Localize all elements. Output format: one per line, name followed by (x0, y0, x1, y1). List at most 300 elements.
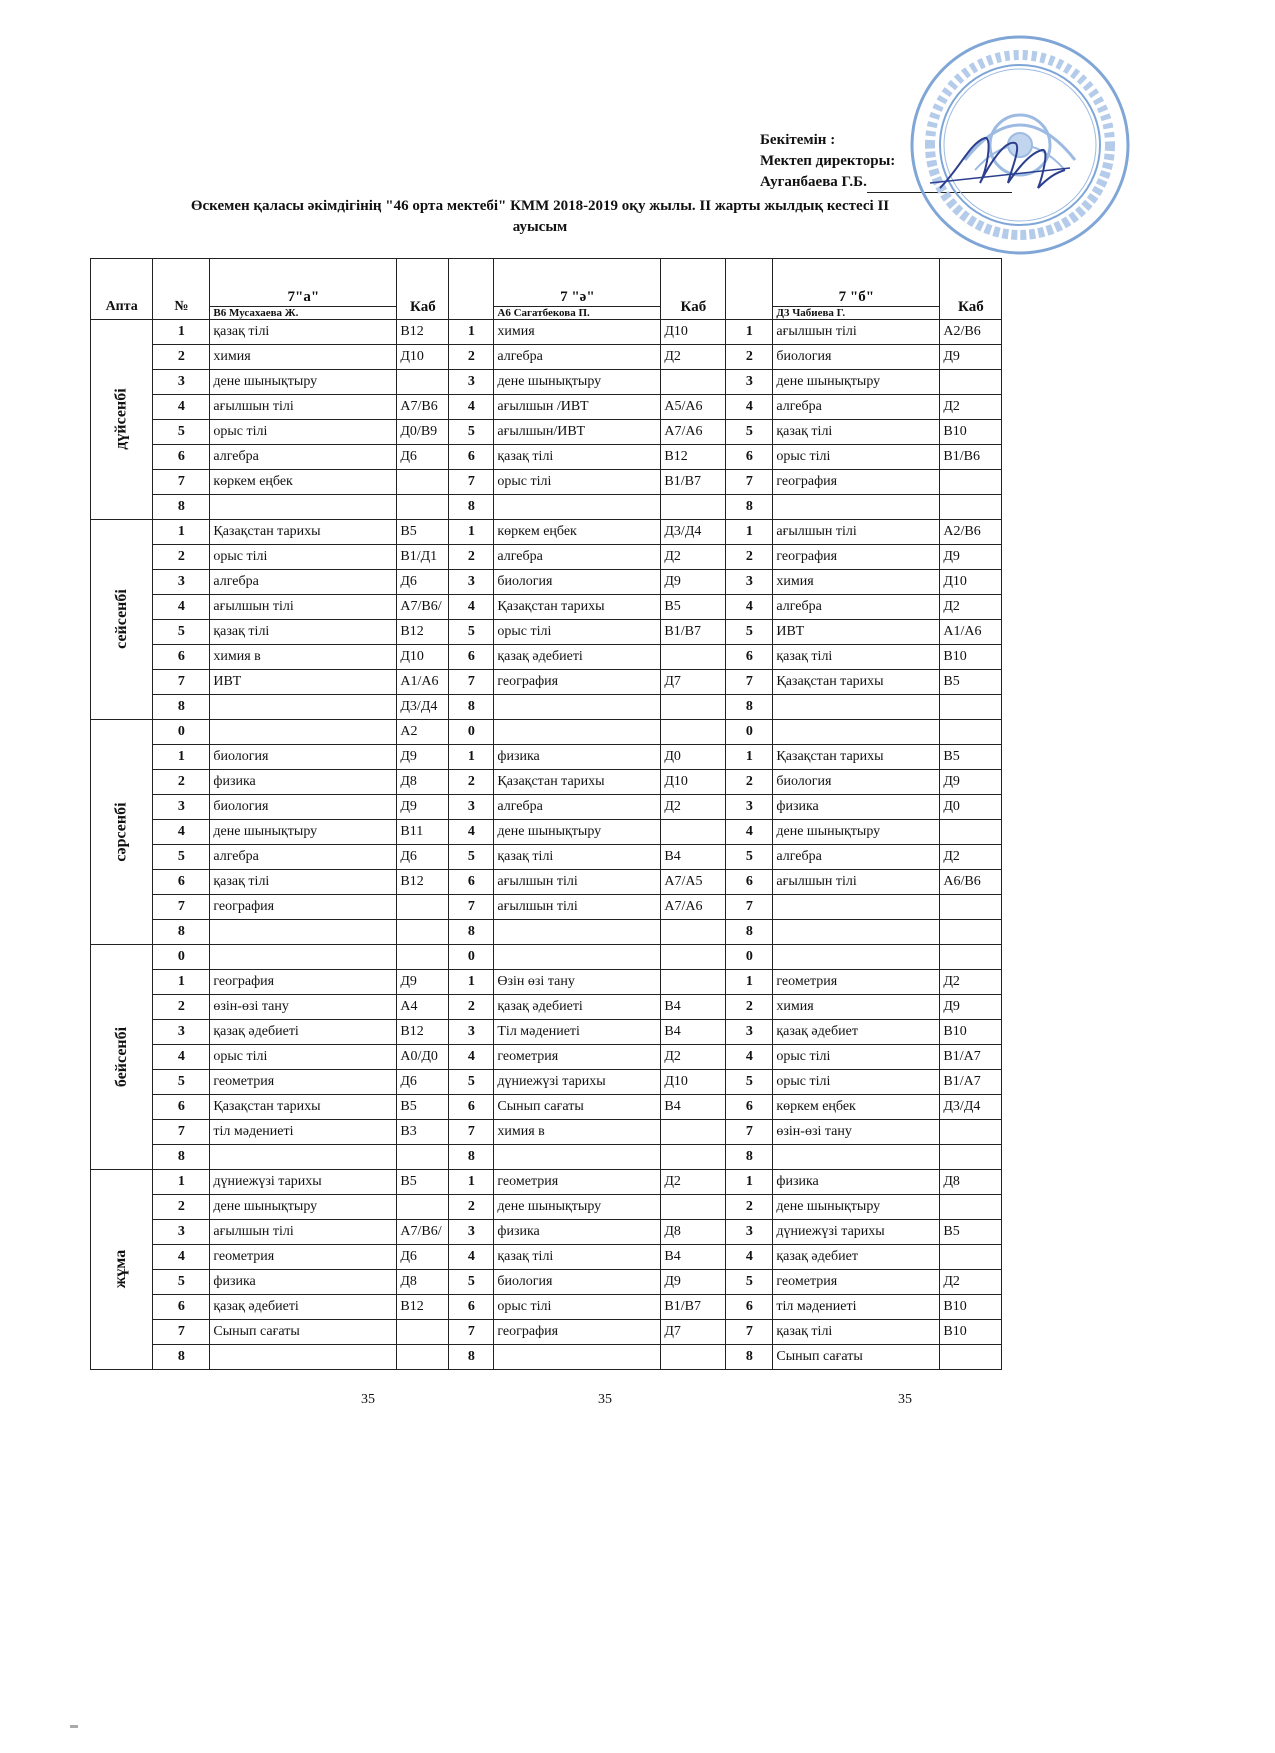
room-e: Д2 (661, 795, 726, 820)
lesson-num-a: 2 (153, 995, 210, 1020)
room-e (661, 1120, 726, 1145)
lesson-num-a: 6 (153, 1295, 210, 1320)
subject-a (210, 1145, 397, 1170)
table-row (91, 395, 1002, 420)
weekday-label: сейсенбі (112, 589, 130, 649)
schedule-table (90, 258, 1002, 1370)
lesson-num-e: 3 (449, 1020, 494, 1045)
subject-e (494, 720, 661, 745)
room-e: В4 (661, 845, 726, 870)
subject-b: ағылшын тілі (773, 520, 940, 545)
room-b: Д8 (940, 1170, 1002, 1195)
header-num: № (153, 259, 210, 320)
lesson-num-b: 2 (726, 1195, 773, 1220)
lesson-num-e: 5 (449, 420, 494, 445)
table-row (91, 570, 1002, 595)
weekday-label: сәрсенбі (112, 801, 130, 862)
lesson-num-e: 3 (449, 1220, 494, 1245)
room-e: Д2 (661, 1170, 726, 1195)
subject-b: қазақ тілі (773, 420, 940, 445)
room-b: В1/А7 (940, 1070, 1002, 1095)
table-row (91, 645, 1002, 670)
header-class-a (210, 259, 397, 320)
room-a: Д9 (397, 970, 449, 995)
room-a: В1/Д1 (397, 545, 449, 570)
subject-b: химия (773, 570, 940, 595)
lesson-num-a: 2 (153, 345, 210, 370)
lesson-num-b: 7 (726, 670, 773, 695)
subject-a: Қазақстан тарихы (210, 1095, 397, 1120)
room-e: Д9 (661, 570, 726, 595)
subject-e: география (494, 1320, 661, 1345)
lesson-num-b: 6 (726, 870, 773, 895)
subject-b: алгебра (773, 595, 940, 620)
table-row (91, 1145, 1002, 1170)
schedule-title (100, 196, 980, 238)
lesson-num-a: 8 (153, 695, 210, 720)
lesson-num-b: 1 (726, 520, 773, 545)
table-row (91, 470, 1002, 495)
subject-b: география (773, 545, 940, 570)
subject-b: орыс тілі (773, 1070, 940, 1095)
room-a (397, 495, 449, 520)
subject-e: ағылшын /ИВТ (494, 395, 661, 420)
subject-e: алгебра (494, 345, 661, 370)
lesson-num-b: 1 (726, 1170, 773, 1195)
subject-a: алгебра (210, 845, 397, 870)
lesson-num-e: 4 (449, 595, 494, 620)
lesson-num-b: 1 (726, 320, 773, 345)
table-row (91, 545, 1002, 570)
lesson-num-a: 6 (153, 645, 210, 670)
subject-b: Сынып сағаты (773, 1345, 940, 1370)
lesson-num-a: 3 (153, 795, 210, 820)
room-b: В5 (940, 1220, 1002, 1245)
room-e (661, 645, 726, 670)
lesson-num-b: 8 (726, 695, 773, 720)
weekday-cell (91, 320, 153, 520)
room-e: Д10 (661, 1070, 726, 1095)
subject-e: орыс тілі (494, 620, 661, 645)
lesson-num-b: 4 (726, 595, 773, 620)
room-e (661, 920, 726, 945)
subject-e (494, 695, 661, 720)
table-row (91, 870, 1002, 895)
schedule-body (91, 320, 1002, 1370)
lesson-num-b: 7 (726, 1320, 773, 1345)
table-row (91, 970, 1002, 995)
subject-b (773, 1145, 940, 1170)
lesson-num-b: 0 (726, 720, 773, 745)
subject-b: физика (773, 1170, 940, 1195)
lesson-num-a: 5 (153, 845, 210, 870)
subject-a (210, 720, 397, 745)
subject-a: қазақ тілі (210, 870, 397, 895)
lesson-num-e: 8 (449, 1145, 494, 1170)
subject-a: қазақ әдебиеті (210, 1020, 397, 1045)
class-b-label: 7 "б" (838, 289, 875, 305)
subject-b: тіл мәдениеті (773, 1295, 940, 1320)
lesson-num-a: 7 (153, 670, 210, 695)
subject-b: өзін-өзі тану (773, 1120, 940, 1145)
lesson-num-a: 1 (153, 520, 210, 545)
room-e: А5/А6 (661, 395, 726, 420)
weekday-cell (91, 945, 153, 1170)
room-b: А2/В6 (940, 320, 1002, 345)
subject-b (773, 895, 940, 920)
table-row (91, 620, 1002, 645)
room-a: А7/В6/ (397, 595, 449, 620)
room-a: Д10 (397, 645, 449, 670)
subject-a: қазақ тілі (210, 620, 397, 645)
subject-a: Сынып сағаты (210, 1320, 397, 1345)
lesson-num-b: 2 (726, 995, 773, 1020)
subject-e: орыс тілі (494, 1295, 661, 1320)
table-row (91, 345, 1002, 370)
subject-b: геометрия (773, 1270, 940, 1295)
subject-e: география (494, 670, 661, 695)
subject-a: ИВТ (210, 670, 397, 695)
lesson-num-e: 4 (449, 1245, 494, 1270)
subject-e (494, 1145, 661, 1170)
subject-b: физика (773, 795, 940, 820)
subject-b: алгебра (773, 395, 940, 420)
lesson-num-e: 7 (449, 670, 494, 695)
lesson-num-b: 4 (726, 1045, 773, 1070)
subject-e (494, 920, 661, 945)
subject-b: ағылшын тілі (773, 870, 940, 895)
lesson-num-a: 4 (153, 1245, 210, 1270)
room-b: Д2 (940, 970, 1002, 995)
room-a: В12 (397, 1020, 449, 1045)
room-a: Д10 (397, 345, 449, 370)
header-day: Апта (91, 259, 153, 320)
room-e (661, 695, 726, 720)
room-a: В5 (397, 1170, 449, 1195)
room-e (661, 820, 726, 845)
table-row (91, 370, 1002, 395)
subject-b (773, 945, 940, 970)
subject-a: химия (210, 345, 397, 370)
room-e: Д2 (661, 545, 726, 570)
lesson-num-b: 3 (726, 570, 773, 595)
subject-b: орыс тілі (773, 1045, 940, 1070)
lesson-num-a: 3 (153, 370, 210, 395)
room-a: А2 (397, 720, 449, 745)
table-row (91, 1020, 1002, 1045)
room-a (397, 1195, 449, 1220)
lesson-num-a: 8 (153, 495, 210, 520)
room-a (397, 895, 449, 920)
table-row (91, 1270, 1002, 1295)
room-a (397, 1345, 449, 1370)
lesson-num-e: 6 (449, 870, 494, 895)
table-row (91, 820, 1002, 845)
room-a: Д6 (397, 1070, 449, 1095)
room-e (661, 720, 726, 745)
room-b (940, 1245, 1002, 1270)
lesson-num-a: 8 (153, 920, 210, 945)
room-e: В1/В7 (661, 1295, 726, 1320)
subject-e: қазақ әдебиеті (494, 645, 661, 670)
lesson-num-b: 2 (726, 770, 773, 795)
room-e: Д3/Д4 (661, 520, 726, 545)
subject-b: ИВТ (773, 620, 940, 645)
table-row (91, 1095, 1002, 1120)
lesson-num-a: 5 (153, 1070, 210, 1095)
subject-a: орыс тілі (210, 420, 397, 445)
lesson-num-a: 8 (153, 1345, 210, 1370)
subject-e: дене шынықтыру (494, 820, 661, 845)
lesson-num-a: 4 (153, 820, 210, 845)
lesson-num-e: 2 (449, 770, 494, 795)
room-e (661, 1195, 726, 1220)
class-a-label: 7"а" (287, 289, 320, 305)
table-row (91, 895, 1002, 920)
subject-b (773, 720, 940, 745)
subject-b: дүниежүзі тарихы (773, 1220, 940, 1245)
subject-b: дене шынықтыру (773, 820, 940, 845)
room-b (940, 1195, 1002, 1220)
room-b: В1/В6 (940, 445, 1002, 470)
room-a: Д6 (397, 845, 449, 870)
lesson-num-e: 3 (449, 570, 494, 595)
subject-a: қазақ тілі (210, 320, 397, 345)
lesson-num-e: 7 (449, 1320, 494, 1345)
subject-e: Қазақстан тарихы (494, 770, 661, 795)
lesson-num-a: 2 (153, 545, 210, 570)
approval-line-3: Ауганбаева Г.Б. (760, 172, 1012, 193)
subject-e: биология (494, 570, 661, 595)
room-e (661, 1345, 726, 1370)
lesson-num-a: 1 (153, 320, 210, 345)
subject-a: ағылшын тілі (210, 595, 397, 620)
table-header-row (91, 259, 1002, 320)
lesson-num-b: 8 (726, 495, 773, 520)
approval-line-1: Бекітемін : (760, 132, 836, 148)
lesson-num-b: 6 (726, 1095, 773, 1120)
table-row (91, 1170, 1002, 1195)
lesson-num-a: 3 (153, 1020, 210, 1045)
lesson-num-b: 5 (726, 620, 773, 645)
room-e: В4 (661, 1245, 726, 1270)
lesson-num-b: 4 (726, 1245, 773, 1270)
room-a: А1/А6 (397, 670, 449, 695)
subject-e: орыс тілі (494, 470, 661, 495)
class-a-teacher: В6 Мусахаева Ж. (210, 306, 396, 319)
lesson-num-e: 8 (449, 920, 494, 945)
room-a: А7/В6 (397, 395, 449, 420)
table-row (91, 1070, 1002, 1095)
room-a: Д9 (397, 745, 449, 770)
subject-e (494, 495, 661, 520)
scan-mark (70, 1725, 78, 1728)
subject-b: Қазақстан тарихы (773, 745, 940, 770)
subject-e: физика (494, 745, 661, 770)
lesson-num-b: 3 (726, 370, 773, 395)
lesson-num-e: 3 (449, 795, 494, 820)
lesson-num-e: 1 (449, 1170, 494, 1195)
lesson-num-b: 2 (726, 545, 773, 570)
subject-a: дүниежүзі тарихы (210, 1170, 397, 1195)
room-e: В12 (661, 445, 726, 470)
subject-a: алгебра (210, 445, 397, 470)
room-b: Д2 (940, 395, 1002, 420)
room-e: В4 (661, 1095, 726, 1120)
subject-e: Қазақстан тарихы (494, 595, 661, 620)
subject-a: биология (210, 795, 397, 820)
room-b (940, 470, 1002, 495)
table-row (91, 795, 1002, 820)
room-b: Д2 (940, 595, 1002, 620)
title-line-1: Өскемен қаласы әкімдігінің "46 орта мектебі" КММ 2018-2019 оқу жылы. II жарты жылдық кестесі II (190, 198, 890, 214)
subject-e: химия (494, 320, 661, 345)
table-row (91, 520, 1002, 545)
director-signature (930, 128, 1075, 203)
lesson-num-e: 4 (449, 820, 494, 845)
lesson-num-a: 7 (153, 1320, 210, 1345)
subject-a: өзін-өзі тану (210, 995, 397, 1020)
lesson-num-a: 2 (153, 770, 210, 795)
subject-a: геометрия (210, 1070, 397, 1095)
subject-a: геометрия (210, 1245, 397, 1270)
lesson-num-e: 4 (449, 395, 494, 420)
room-e: Д9 (661, 1270, 726, 1295)
lesson-num-b: 3 (726, 1220, 773, 1245)
room-b (940, 695, 1002, 720)
table-row (91, 495, 1002, 520)
room-b: Д9 (940, 345, 1002, 370)
subject-e: алгебра (494, 545, 661, 570)
room-b (940, 895, 1002, 920)
header-kab-a: Каб (397, 259, 449, 320)
lesson-num-e: 1 (449, 970, 494, 995)
subject-a: орыс тілі (210, 545, 397, 570)
room-b (940, 370, 1002, 395)
room-e: Д10 (661, 770, 726, 795)
room-b: Д2 (940, 1270, 1002, 1295)
room-a: В3 (397, 1120, 449, 1145)
subject-a: тіл мәдениеті (210, 1120, 397, 1145)
subject-e: дене шынықтыру (494, 370, 661, 395)
lesson-num-a: 3 (153, 1220, 210, 1245)
room-b (940, 920, 1002, 945)
total-class-a: 35 (361, 1392, 375, 1407)
subject-e: дене шынықтыру (494, 1195, 661, 1220)
lesson-num-a: 1 (153, 745, 210, 770)
lesson-num-e: 8 (449, 1345, 494, 1370)
subject-b (773, 495, 940, 520)
room-b: Д2 (940, 845, 1002, 870)
subject-b: биология (773, 345, 940, 370)
room-b (940, 1120, 1002, 1145)
lesson-num-b: 5 (726, 1070, 773, 1095)
room-e (661, 495, 726, 520)
lesson-num-a: 1 (153, 1170, 210, 1195)
room-e: Д2 (661, 345, 726, 370)
table-row (91, 1320, 1002, 1345)
subject-b: орыс тілі (773, 445, 940, 470)
class-b-teacher: Д3 Чабиева Г. (773, 306, 939, 319)
lesson-num-e: 8 (449, 495, 494, 520)
room-e: Д8 (661, 1220, 726, 1245)
table-row (91, 670, 1002, 695)
header-class-e (494, 259, 661, 320)
subject-a: география (210, 970, 397, 995)
table-row (91, 745, 1002, 770)
weekday-cell (91, 520, 153, 720)
lesson-num-e: 1 (449, 320, 494, 345)
subject-e: ағылшын тілі (494, 895, 661, 920)
lesson-num-a: 0 (153, 945, 210, 970)
subject-b: қазақ тілі (773, 645, 940, 670)
header-class-b (773, 259, 940, 320)
table-row (91, 445, 1002, 470)
subject-b: биология (773, 770, 940, 795)
subject-b: география (773, 470, 940, 495)
subject-b: ағылшын тілі (773, 320, 940, 345)
lesson-num-a: 4 (153, 1045, 210, 1070)
class-e-teacher: А6 Сагатбекова П. (494, 306, 660, 319)
room-a (397, 470, 449, 495)
subject-b: көркем еңбек (773, 1095, 940, 1120)
subject-a (210, 920, 397, 945)
subject-a: дене шынықтыру (210, 820, 397, 845)
room-a: Д6 (397, 570, 449, 595)
subject-a: дене шынықтыру (210, 370, 397, 395)
weekday-label: дүйсенбі (112, 388, 130, 450)
lesson-num-b: 6 (726, 645, 773, 670)
lesson-num-b: 6 (726, 445, 773, 470)
room-b (940, 495, 1002, 520)
lesson-num-e: 8 (449, 695, 494, 720)
room-a: В5 (397, 1095, 449, 1120)
lesson-num-e: 2 (449, 345, 494, 370)
subject-e: физика (494, 1220, 661, 1245)
room-b: А2/В6 (940, 520, 1002, 545)
room-a: Д8 (397, 770, 449, 795)
table-row (91, 695, 1002, 720)
room-b: Д10 (940, 570, 1002, 595)
lesson-num-b: 4 (726, 820, 773, 845)
lesson-num-e: 6 (449, 445, 494, 470)
lesson-num-e: 2 (449, 995, 494, 1020)
subject-e: Сынып сағаты (494, 1095, 661, 1120)
subject-e: Өзін өзі тану (494, 970, 661, 995)
subject-a: ағылшын тілі (210, 395, 397, 420)
weekday-label: жұма (112, 1249, 130, 1289)
subject-e: қазақ әдебиеті (494, 995, 661, 1020)
room-a: В12 (397, 870, 449, 895)
room-e: А7/А6 (661, 895, 726, 920)
header-num-e (449, 259, 494, 320)
room-b: Д3/Д4 (940, 1095, 1002, 1120)
subject-e: дүниежүзі тарихы (494, 1070, 661, 1095)
room-b (940, 820, 1002, 845)
room-e: Д10 (661, 320, 726, 345)
lesson-num-e: 5 (449, 1070, 494, 1095)
room-a: А7/В6/ (397, 1220, 449, 1245)
room-a: Д0/В9 (397, 420, 449, 445)
subject-b: дене шынықтыру (773, 370, 940, 395)
table-row (91, 845, 1002, 870)
room-b: В10 (940, 1320, 1002, 1345)
lesson-num-b: 3 (726, 795, 773, 820)
room-b: А6/В6 (940, 870, 1002, 895)
table-row (91, 1220, 1002, 1245)
lesson-num-e: 0 (449, 720, 494, 745)
lesson-num-e: 7 (449, 895, 494, 920)
